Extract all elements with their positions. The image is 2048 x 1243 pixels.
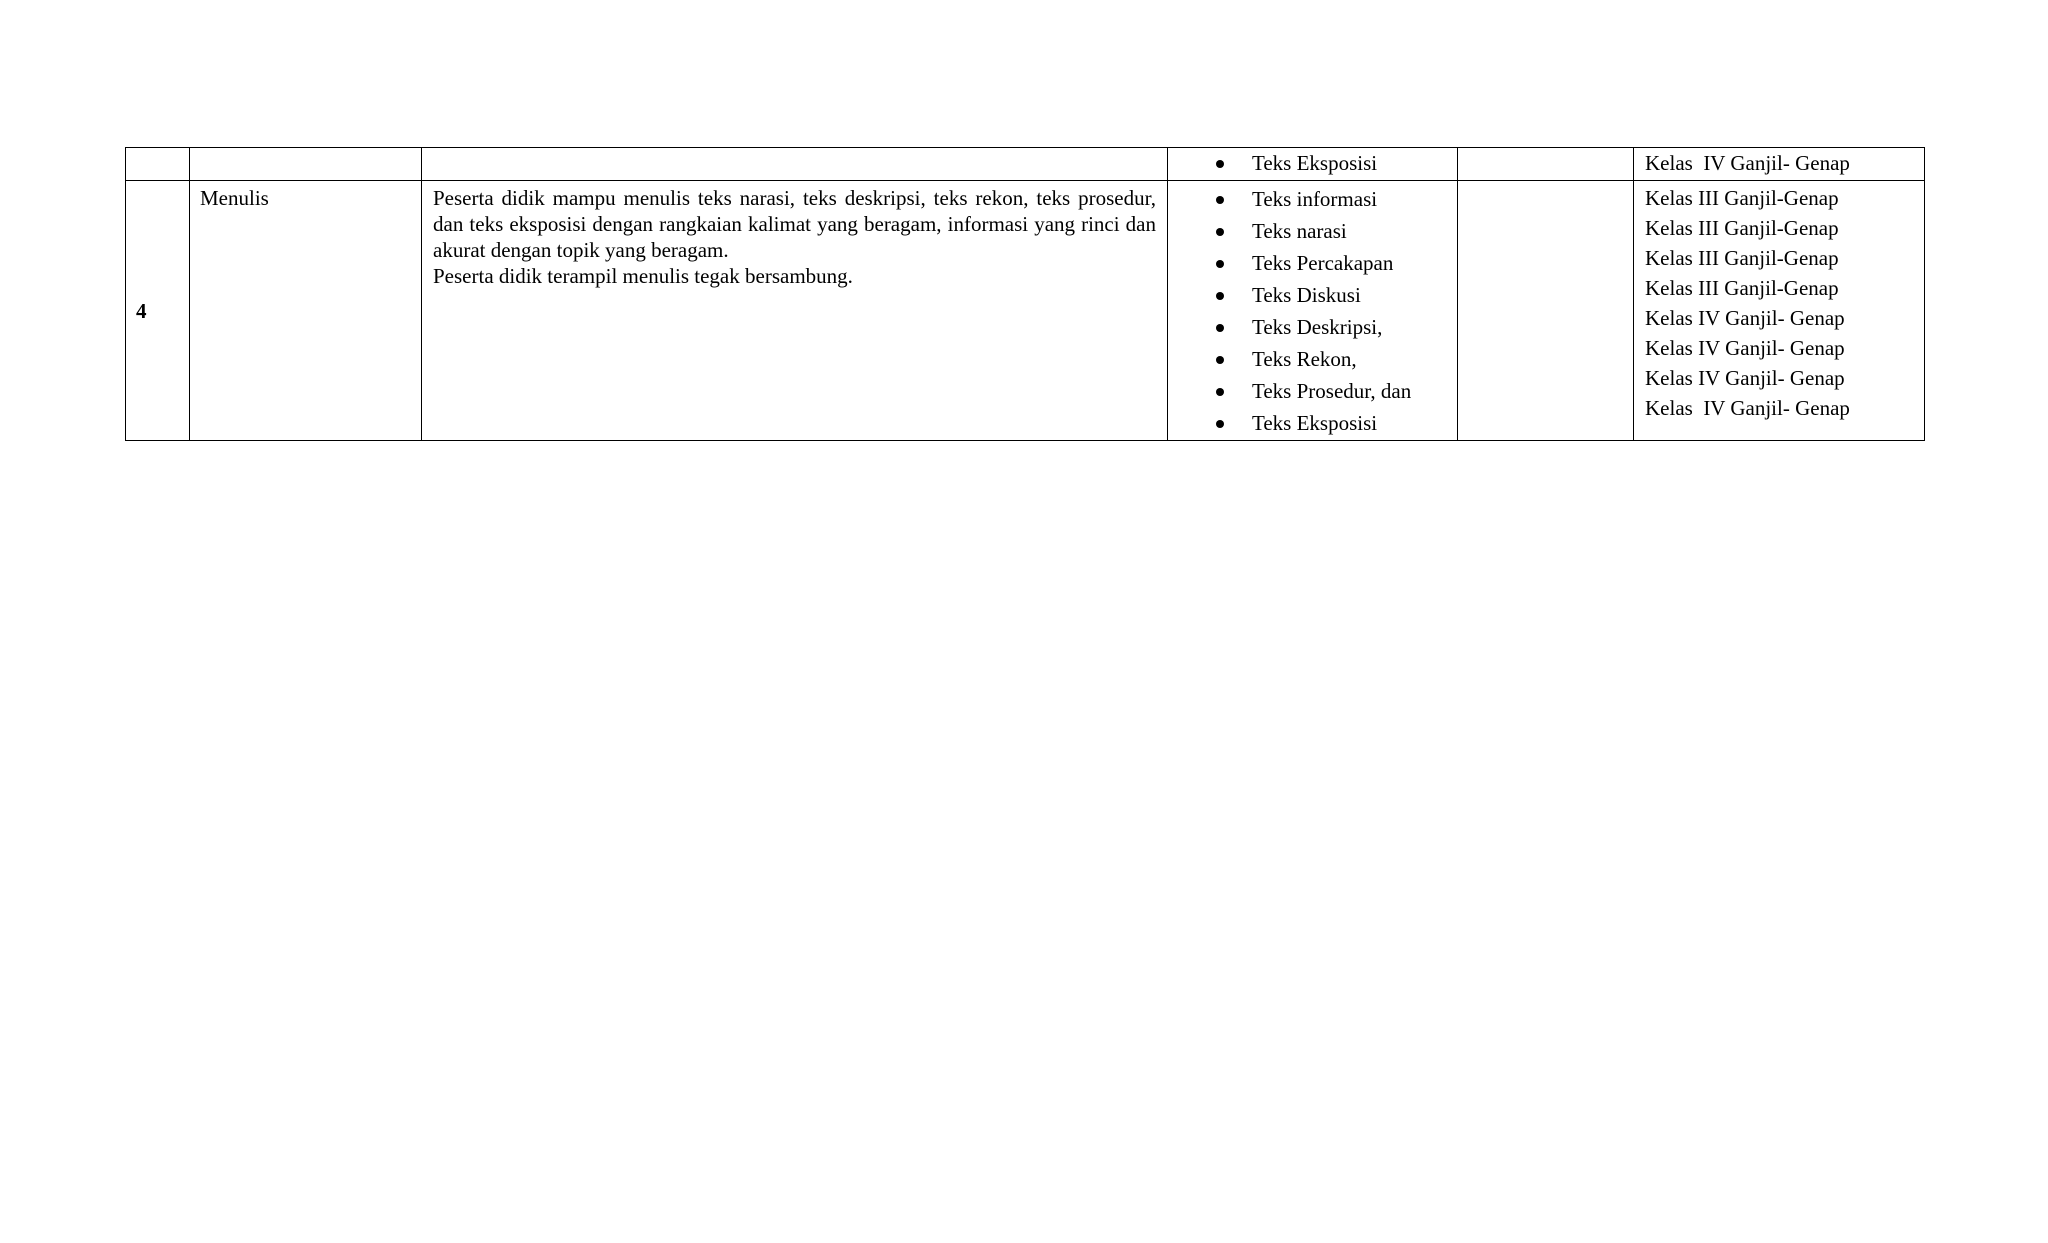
class-cell bbox=[1634, 148, 1925, 181]
bullet-icon bbox=[1216, 292, 1224, 300]
class-item: Kelas IV Ganjil- Genap bbox=[1645, 336, 1845, 360]
blank-cell bbox=[1458, 181, 1634, 441]
class-cell bbox=[1634, 181, 1925, 441]
material-label: Teks Rekon, bbox=[1252, 347, 1357, 371]
bullet-icon bbox=[1216, 356, 1224, 364]
table-row bbox=[126, 148, 1925, 181]
bullet-icon bbox=[1216, 160, 1224, 168]
number-cell: 4 bbox=[126, 181, 190, 441]
bullet-icon bbox=[1216, 228, 1224, 236]
goal-paragraph: Peserta didik mampu menulis teks narasi, teks deskripsi, teks rekon, teks prosedur, dan teks eksposisi dengan rangkaian kalimat yang beragam, informasi yang rinci dan akurat dengan topik yang beragam. bbox=[433, 186, 1156, 262]
class-item: Kelas IV Ganjil- Genap bbox=[1645, 151, 1850, 175]
material-item bbox=[1168, 343, 1457, 375]
table-row bbox=[126, 181, 1925, 441]
skill-cell bbox=[190, 148, 422, 181]
material-item bbox=[1168, 279, 1457, 311]
material-label: Teks Prosedur, dan bbox=[1252, 379, 1412, 403]
bullet-icon bbox=[1216, 420, 1224, 428]
material-item bbox=[1168, 311, 1457, 343]
material-item bbox=[1168, 183, 1457, 215]
class-item: Kelas III Ganjil-Genap bbox=[1645, 216, 1839, 240]
material-cell bbox=[1168, 181, 1458, 441]
material-cell bbox=[1168, 148, 1458, 181]
bullet-icon bbox=[1216, 260, 1224, 268]
bullet-icon bbox=[1216, 196, 1224, 204]
material-item bbox=[1168, 247, 1457, 279]
bullet-icon bbox=[1216, 388, 1224, 396]
class-item: Kelas IV Ganjil- Genap bbox=[1645, 306, 1845, 330]
curriculum-table bbox=[125, 147, 1925, 441]
material-list bbox=[1168, 181, 1457, 439]
bullet-icon bbox=[1216, 324, 1224, 332]
material-item bbox=[1168, 375, 1457, 407]
material-item bbox=[1168, 215, 1457, 247]
goal-cell bbox=[422, 181, 1168, 441]
class-item: Kelas III Ganjil-Genap bbox=[1645, 246, 1839, 270]
number-cell bbox=[126, 148, 190, 181]
class-item: Kelas IV Ganjil- Genap bbox=[1645, 366, 1845, 390]
material-label: Teks Diskusi bbox=[1252, 283, 1361, 307]
material-label: Teks Percakapan bbox=[1252, 251, 1394, 275]
material-label: Teks Eksposisi bbox=[1252, 151, 1378, 175]
class-list bbox=[1634, 148, 1924, 178]
material-label: Teks Deskripsi, bbox=[1252, 315, 1383, 339]
material-item bbox=[1168, 407, 1457, 439]
material-label: Teks Eksposisi bbox=[1252, 411, 1378, 435]
material-list bbox=[1168, 148, 1457, 178]
class-list bbox=[1634, 181, 1924, 423]
skill-cell: Menulis bbox=[190, 181, 422, 441]
goal-paragraph: Peserta didik terampil menulis tegak bersambung. bbox=[433, 264, 853, 288]
goal-cell bbox=[422, 148, 1168, 181]
class-item: Kelas III Ganjil-Genap bbox=[1645, 186, 1839, 210]
material-item bbox=[1168, 148, 1457, 178]
material-label: Teks informasi bbox=[1252, 187, 1378, 211]
material-label: Teks narasi bbox=[1252, 219, 1347, 243]
class-item: Kelas III Ganjil-Genap bbox=[1645, 276, 1839, 300]
class-item: Kelas IV Ganjil- Genap bbox=[1645, 396, 1850, 420]
blank-cell bbox=[1458, 148, 1634, 181]
